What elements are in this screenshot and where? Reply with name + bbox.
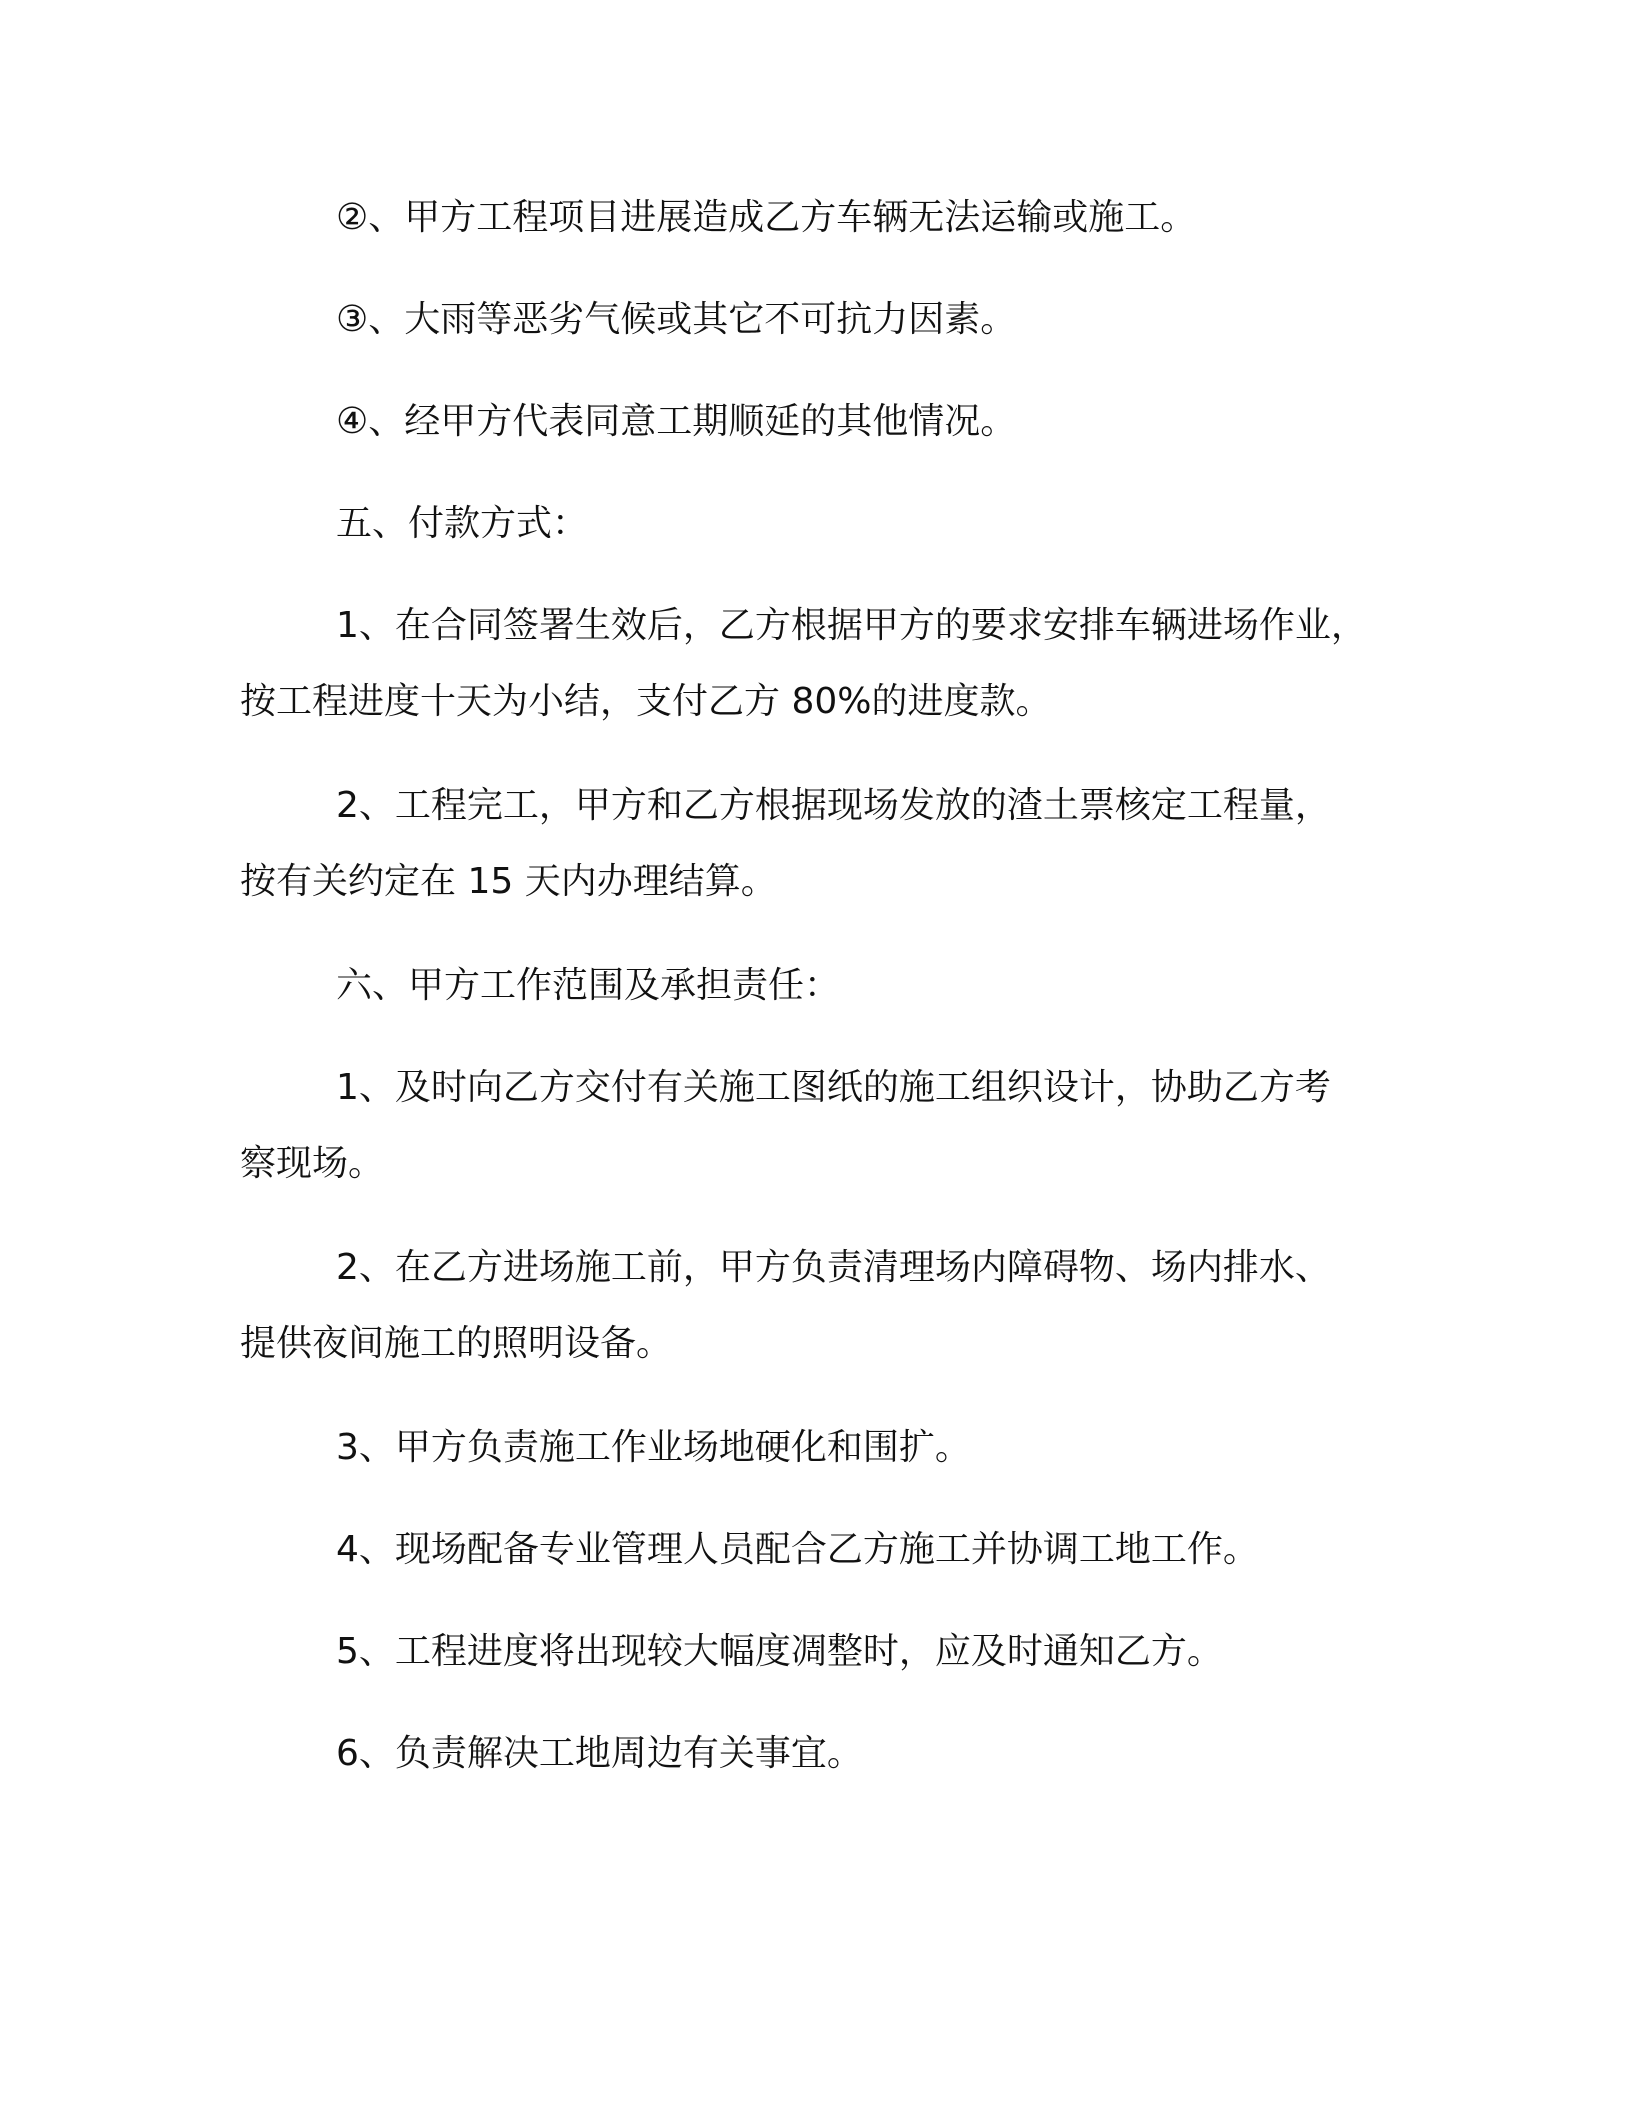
paragraph-line: 2、在乙方进场施工前，甲方负责清理场内障碍物、场内排水、 (336, 1247, 1331, 1288)
paragraph-line: 1、及时向乙方交付有关施工图纸的施工组织设计，协助乙方考 (336, 1067, 1331, 1108)
paragraph-party-a-5 (240, 1614, 1400, 1690)
paragraph-line: 3、甲方负责施工作业场地硬化和围扩。 (336, 1427, 971, 1468)
paragraph-line: 5、工程进度将出现较大幅度凋整时，应及时通知乙方。 (336, 1631, 1223, 1672)
paragraph-line: 按有关约定在 15 天内办理结算。 (240, 861, 777, 902)
paragraph-delay-reason-3 (240, 282, 1400, 358)
paragraph-line: 6、负责解决工地周边有关事宜。 (336, 1733, 863, 1774)
paragraph-line: 六、甲方工作范围及承担责任： (336, 965, 841, 1006)
paragraph-line: 4、现场配备专业管理人员配合乙方施工并协调工地工作。 (336, 1529, 1259, 1570)
paragraph-payment-2 (240, 768, 1400, 920)
paragraph-party-a-3 (240, 1410, 1400, 1486)
paragraph-line: 1、在合同签署生效后，乙方根据甲方的要求安排车辆进场作业， (336, 605, 1367, 646)
paragraph-line: 提供夜间施工的照明设备。 (240, 1323, 673, 1364)
paragraph-line: 2、工程完工，甲方和乙方根据现场发放的渣土票核定工程量， (336, 785, 1331, 826)
paragraph-party-a-6 (240, 1716, 1400, 1792)
paragraph-line: ④、经甲方代表同意工期顺延的其他情况。 (336, 401, 1017, 442)
paragraph-party-a-1 (240, 1050, 1400, 1202)
section-heading-party-a-scope (240, 948, 1400, 1024)
paragraph-line: ③、大雨等恶劣气候或其它不可抗力因素。 (336, 299, 1017, 340)
paragraph-payment-1 (240, 588, 1400, 740)
paragraph-delay-reason-2 (240, 180, 1400, 256)
paragraph-line: 察现场。 (240, 1143, 385, 1184)
paragraph-delay-reason-4 (240, 384, 1400, 460)
paragraph-party-a-2 (240, 1230, 1400, 1382)
paragraph-party-a-4 (240, 1512, 1400, 1588)
paragraph-line: 五、付款方式： (336, 503, 589, 544)
paragraph-line: 按工程进度十天为小结，支付乙方 80%的进度款。 (240, 681, 1052, 722)
section-heading-payment (240, 486, 1400, 562)
paragraph-line: ②、甲方工程项目进展造成乙方车辆无法运输或施工。 (336, 197, 1197, 238)
